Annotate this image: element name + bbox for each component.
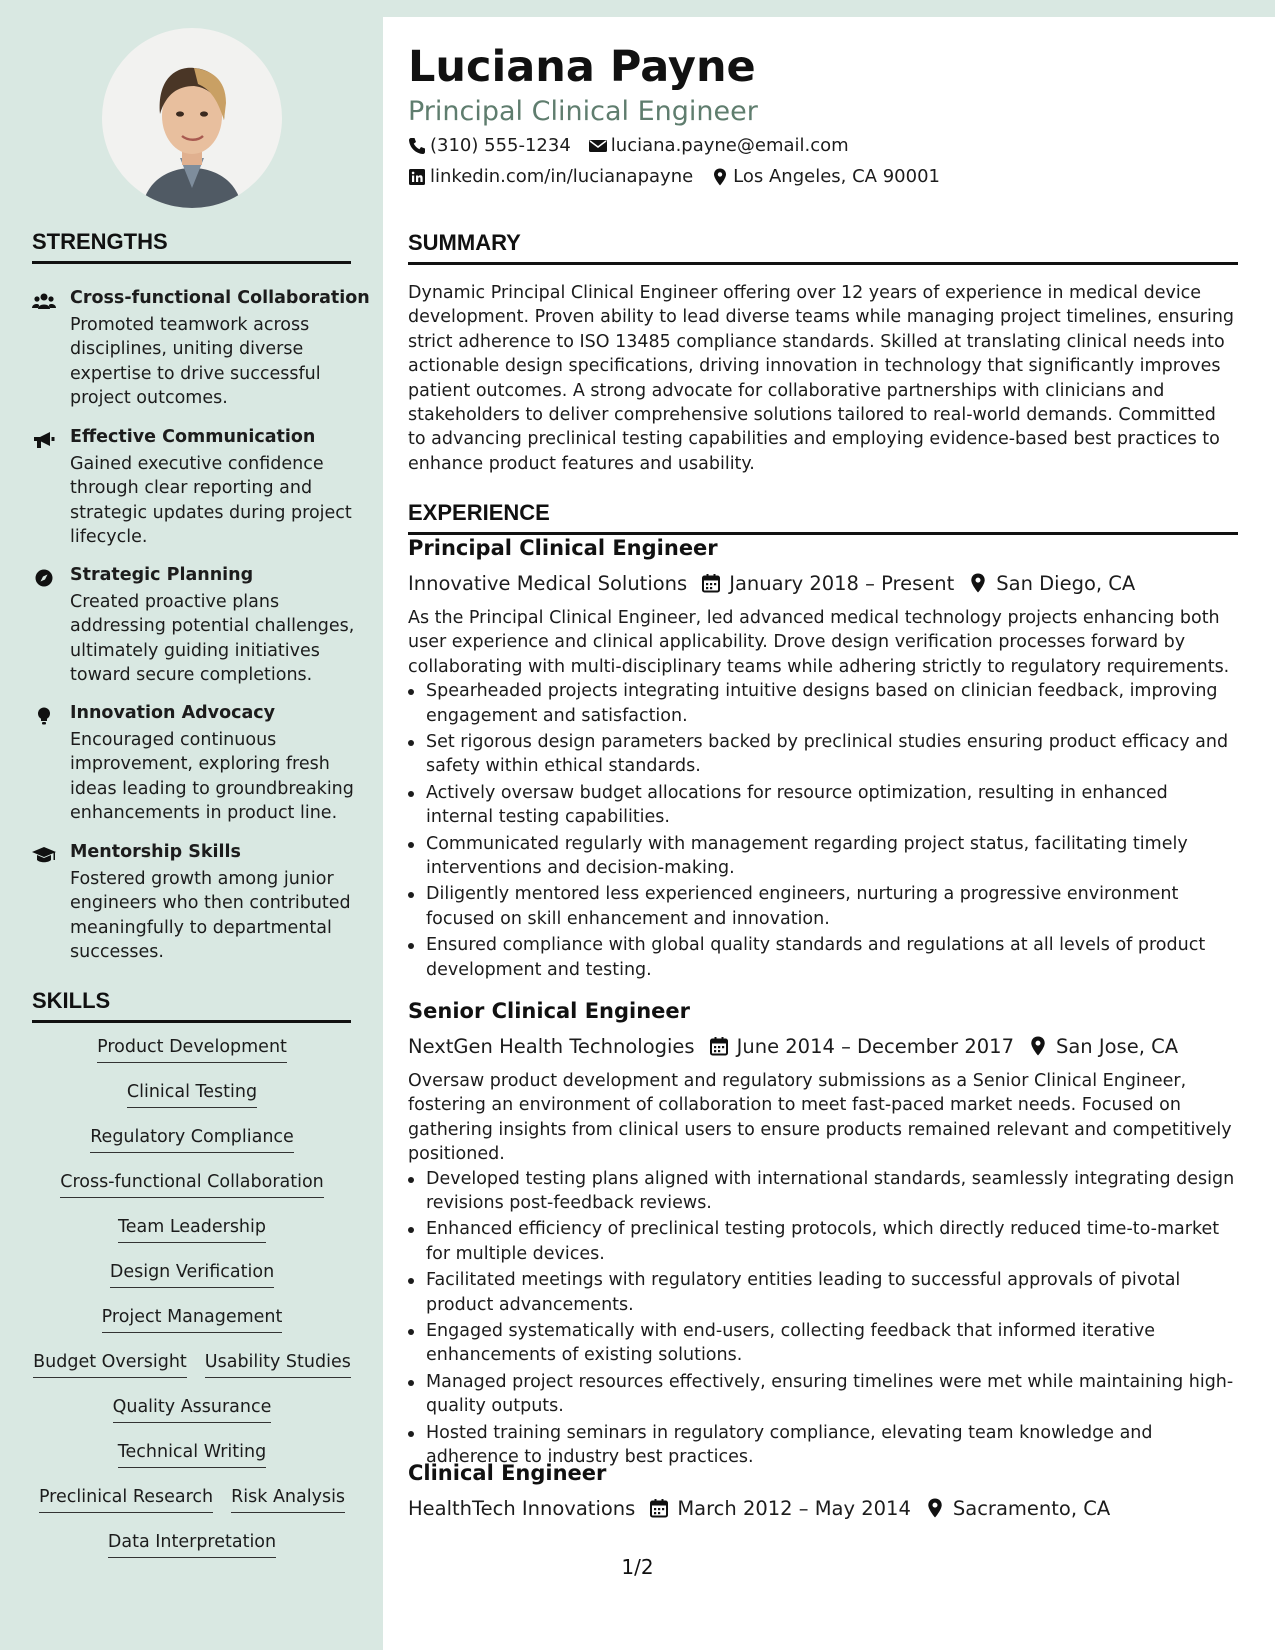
strength-title: Innovation Advocacy [70, 703, 276, 723]
users-icon [32, 292, 56, 310]
company-name: NextGen Health Technologies [408, 1034, 695, 1058]
job-description: As the Principal Clinical Engineer, led advanced medical technology projects enhancing both user experience and clinical applicability. Drove design verification processes forward by collaborating with multi-disciplinary teams while adhering strictly to regulatory requirements. [408, 608, 1230, 677]
skill-tag: Data Interpretation [108, 1529, 276, 1558]
job-title: Senior Clinical Engineer [408, 999, 691, 1023]
job-meta [408, 1491, 1238, 1525]
company-name: HealthTech Innovations [408, 1496, 636, 1520]
list-item: Hosted training seminars in regulatory compliance, elevating team knowledge and adherence to industry best practices. [408, 1421, 1238, 1470]
list-item: Facilitated meetings with regulatory entities leading to successful approvals of pivotal product advancements. [408, 1268, 1238, 1317]
job-meta [408, 1029, 1238, 1063]
strength-title: Strategic Planning [70, 565, 254, 585]
strength-title: Effective Communication [70, 427, 316, 447]
job-location: San Jose, CA [1055, 1034, 1179, 1058]
job-dates: January 2018 – Present [729, 571, 955, 595]
graduation-cap-icon [32, 846, 56, 864]
list-item: Developed testing plans aligned with international standards, seamlessly integrating design revisions post-feedback reviews. [408, 1167, 1238, 1216]
main-content [383, 17, 1275, 1650]
skill-tag: Clinical Testing [127, 1079, 257, 1108]
strength-description: Encouraged continuous improvement, exploring fresh ideas leading to groundbreaking enhancements in product line. [70, 730, 354, 824]
job-title: Clinical Engineer [408, 1461, 607, 1485]
list-item: Engaged systematically with end-users, collecting feedback that informed iterative enhancements of existing solutions. [408, 1319, 1238, 1368]
map-pin-icon [711, 168, 729, 186]
list-item: Set rigorous design parameters backed by preclinical studies ensuring product efficacy and safety within ethical standards. [408, 730, 1238, 779]
skill-tag: Quality Assurance [113, 1394, 272, 1423]
strength-title: Mentorship Skills [70, 842, 241, 862]
job-title: Principal Clinical Engineer [408, 536, 718, 560]
skill-tag: Product Development [97, 1034, 287, 1063]
skill-tag: Budget Oversight [33, 1349, 187, 1378]
profile-photo [102, 28, 282, 208]
linkedin-url[interactable]: linkedin.com/in/lucianapayne [430, 166, 694, 187]
strength-title: Cross-functional Collaboration [70, 288, 370, 308]
summary-heading: SUMMARY [408, 230, 1238, 265]
job-location: Sacramento, CA [952, 1496, 1111, 1520]
map-pin-icon [925, 1498, 945, 1518]
skill-tag: Design Verification [110, 1259, 274, 1288]
skill-tag: Technical Writing [118, 1439, 266, 1468]
job-entry [408, 1459, 1238, 1525]
skill-tag: Team Leadership [118, 1214, 266, 1243]
skill-tag: Usability Studies [205, 1349, 351, 1378]
email-icon [589, 137, 607, 155]
list-item: Diligently mentored less experienced engineers, nurturing a progressive environment focused on skill enhancement and innovation. [408, 882, 1238, 931]
strengths-heading: STRENGTHS [32, 229, 351, 264]
skill-tag: Risk Analysis [231, 1484, 345, 1513]
job-description: Oversaw product development and regulatory submissions as a Senior Clinical Engineer, fostering an environment of collaboration to meet fast-paced market needs. Focused on gathering insights from clinical users to ensure products remained relevant and competitively positioned. [408, 1071, 1232, 1165]
job-bullets [408, 679, 1238, 982]
strength-description: Created proactive plans addressing potential challenges, ultimately guiding initiatives toward secure completions. [70, 592, 355, 686]
phone-icon [408, 137, 426, 155]
strength-description: Gained executive confidence through clear reporting and strategic updates during project lifecycle. [70, 454, 352, 548]
list-item: Spearheaded projects integrating intuitive designs based on clinician feedback, improving engagement and satisfaction. [408, 679, 1238, 728]
list-item: Communicated regularly with management regarding project status, facilitating timely interventions and decision-making. [408, 832, 1238, 881]
lightbulb-icon [32, 707, 56, 725]
page-number: 1/2 [621, 1555, 654, 1579]
compass-icon [32, 569, 56, 587]
summary-text: Dynamic Principal Clinical Engineer offering over 12 years of experience in medical device development. Proven ability to lead diverse teams while managing project timelines, ensuring strict adherence to ISO 13485 compliance standards. Skilled at translating clinical needs into actionable design specifications, driving innovation in technology that significantly improves patient outcomes. A strong advocate for collaborative partnerships with clinicians and stakeholders to deliver comprehensive solutions tailored to real-world demands. Committed to advancing preclinical testing capabilities and employing evidence-based best practices to enhance product features and usability. [408, 283, 1235, 474]
list-item: Managed project resources effectively, ensuring timelines were met while maintaining high-quality outputs. [408, 1370, 1238, 1419]
map-pin-icon [1028, 1036, 1048, 1056]
list-item: Ensured compliance with global quality standards and regulations at all levels of product development and testing. [408, 933, 1238, 982]
job-meta [408, 566, 1238, 600]
skills-heading: SKILLS [32, 988, 351, 1023]
job-entry [408, 534, 1238, 984]
job-dates: March 2012 – May 2014 [677, 1496, 911, 1520]
skill-tag: Preclinical Research [39, 1484, 213, 1513]
contact-row [408, 135, 849, 156]
sidebar [0, 0, 383, 1650]
skill-tag: Project Management [102, 1304, 283, 1333]
email-address[interactable]: luciana.payne@email.com [610, 135, 849, 156]
candidate-name: Luciana Payne [408, 42, 756, 92]
job-bullets [408, 1167, 1238, 1470]
job-location: San Diego, CA [996, 571, 1136, 595]
company-name: Innovative Medical Solutions [408, 571, 688, 595]
skills-list [32, 1034, 352, 1574]
phone-number: (310) 555-1234 [430, 135, 571, 156]
contact-row [408, 166, 940, 187]
skill-tag: Regulatory Compliance [90, 1124, 294, 1153]
calendar-icon [701, 573, 721, 593]
skill-tag: Cross-functional Collaboration [60, 1169, 324, 1198]
experience-heading: EXPERIENCE [408, 500, 1238, 535]
job-entry [408, 997, 1238, 1472]
job-dates: June 2014 – December 2017 [736, 1034, 1014, 1058]
candidate-title: Principal Clinical Engineer [408, 96, 758, 127]
map-pin-icon [968, 573, 988, 593]
list-item: Actively oversaw budget allocations for resource optimization, resulting in enhanced internal testing capabilities. [408, 781, 1238, 830]
calendar-icon [649, 1498, 669, 1518]
linkedin-icon [408, 168, 426, 186]
strength-description: Promoted teamwork across disciplines, uniting diverse expertise to drive successful project outcomes. [70, 315, 321, 409]
calendar-icon [709, 1036, 729, 1056]
strength-description: Fostered growth among junior engineers who then contributed meaningfully to departmental successes. [70, 869, 351, 963]
megaphone-icon [32, 431, 56, 449]
list-item: Enhanced efficiency of preclinical testing protocols, which directly reduced time-to-market for multiple devices. [408, 1217, 1238, 1266]
location: Los Angeles, CA 90001 [733, 166, 940, 187]
